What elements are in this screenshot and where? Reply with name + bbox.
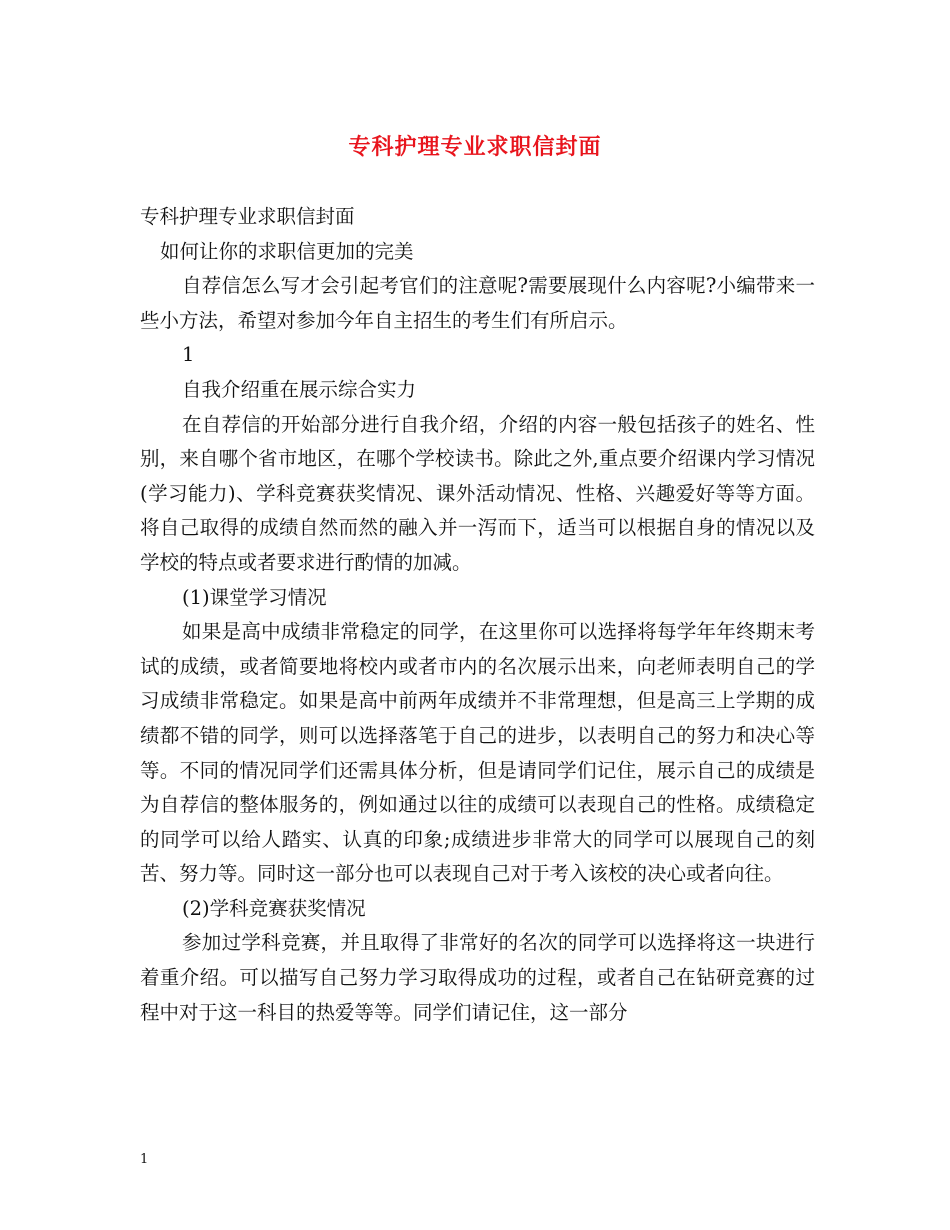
body-paragraph: 在自荐信的开始部分进行自我介绍，介绍的内容一般包括孩子的姓名、性别，来自哪个省市地区，在哪个学校读书。除此之外,重点要介绍课内学习情况(学习能力)、学科竞赛获奖情况、课外活动情况、性格、兴趣爱好等等方面。将自己取得的成绩自然而然的融入并一泻而下，适当可以根据自身的情况以及学校的特点或者要求进行酌情的加减。 bbox=[140, 412, 815, 574]
body-paragraph: 自我介绍重在展示综合实力 bbox=[182, 377, 417, 401]
document-body bbox=[140, 200, 815, 1030]
body-paragraph: 自荐信怎么写才会引起考官们的注意呢?需要展现什么内容呢?小编带来一些小方法，希望对参加今年自主招生的考生们有所启示。 bbox=[140, 274, 815, 332]
body-paragraph: 如果是高中成绩非常稳定的同学，在这里你可以选择将每学年年终期末考试的成绩，或者简要地将校内或者市内的名次展示出来，向老师表明自己的学习成绩非常稳定。如果是高中前两年成绩并不非常理想，但是高三上学期的成绩都不错的同学，则可以选择落笔于自己的进步，以表明自己的努力和决心等等。不同的情况同学们还需具体分析，但是请同学们记住，展示自己的成绩是为自荐信的整体服务的，例如通过以往的成绩可以表现自己的性格。成绩稳定的同学可以给人踏实、认真的印象;成绩进步非常大的同学可以展现自己的刻苦、努力等。同时这一部分也可以表现自己对于考入该校的决心或者向往。 bbox=[140, 620, 815, 886]
body-paragraph: 如何让你的求职信更加的完美 bbox=[160, 239, 414, 263]
page-number: 1 bbox=[140, 1152, 149, 1167]
document-title: 专科护理专业求职信封面 bbox=[348, 134, 602, 160]
body-paragraph: (1)课堂学习情况 bbox=[182, 585, 327, 609]
body-paragraph: 专科护理专业求职信封面 bbox=[140, 205, 355, 228]
body-paragraph: (2)学科竞赛获奖情况 bbox=[182, 896, 366, 920]
body-paragraph: 参加过学科竞赛，并且取得了非常好的名次的同学可以选择将这一块进行着重介绍。可以描写自己努力学习取得成功的过程，或者自己在钻研竞赛的过程中对于这一科目的热爱等等。同学们请记住，这一部分 bbox=[140, 931, 815, 1024]
body-paragraph: 1 bbox=[182, 343, 195, 367]
